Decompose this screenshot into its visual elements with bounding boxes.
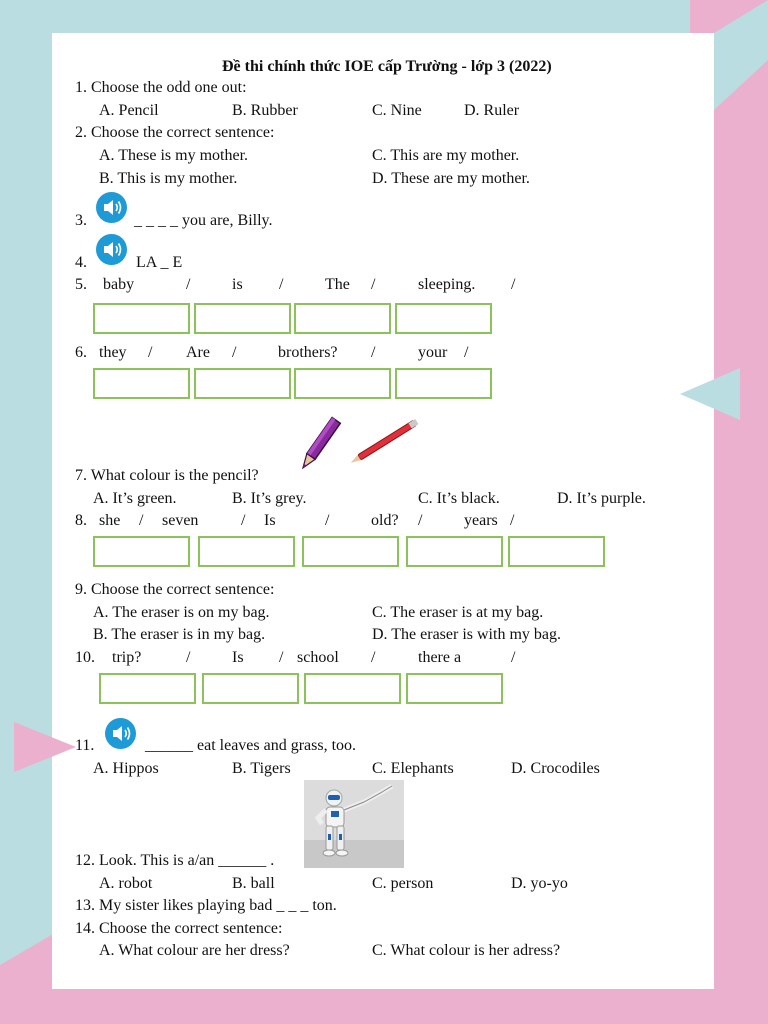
q11-speaker-button[interactable] (105, 718, 136, 749)
q9-stem: 9. Choose the correct sentence: (75, 581, 275, 598)
q6-answer-box-3[interactable] (294, 368, 391, 399)
robot-image (304, 780, 404, 868)
q10-word: school (297, 649, 339, 666)
q5-word: The (325, 276, 350, 293)
q6-word: brothers? (278, 344, 338, 361)
q10-word: trip? (112, 649, 142, 666)
q5-answer-box-1[interactable] (93, 303, 190, 334)
q14-option-a[interactable]: A. What colour are her dress? (99, 942, 290, 959)
speaker-icon (96, 234, 127, 265)
q3-number: 3. (75, 212, 87, 229)
q10-slash: / (186, 649, 191, 666)
q14-option-c[interactable]: C. What colour is her adress? (372, 942, 561, 959)
q8-word: Is (264, 512, 276, 529)
q5-number: 5. (75, 276, 87, 293)
q9-option-b[interactable]: B. The eraser is in my bag. (93, 626, 266, 643)
q5-word: baby (103, 276, 135, 293)
q8-slash: / (241, 512, 246, 529)
q2-option-a[interactable]: A. These is my mother. (99, 147, 249, 164)
q1-option-b[interactable]: B. Rubber (232, 102, 298, 119)
q2-stem: 2. Choose the correct sentence: (75, 124, 275, 141)
q6-slash: / (371, 344, 376, 361)
q7-option-d[interactable]: D. It’s purple. (557, 490, 646, 507)
q11-option-d[interactable]: D. Crocodiles (511, 760, 600, 777)
q7-option-c[interactable]: C. It’s black. (418, 490, 500, 507)
q6-word: your (418, 344, 448, 361)
speaker-icon (105, 718, 136, 749)
q8-word: she (99, 512, 121, 529)
q5-slash: / (511, 276, 516, 293)
q6-answer-box-1[interactable] (93, 368, 190, 399)
q8-number: 8. (75, 512, 87, 529)
q6-slash: / (232, 344, 237, 361)
q8-answer-box-4[interactable] (406, 536, 503, 567)
q13-stem: 13. My sister likes playing bad _ _ _ ton. (75, 897, 337, 914)
q4-number: 4. (75, 254, 87, 271)
page-title: Đề thi chính thức IOE cấp Trường - lớp 3 (2022) (222, 58, 552, 75)
q10-word: Is (232, 649, 244, 666)
q5-word: sleeping. (418, 276, 476, 293)
q8-slash: / (510, 512, 515, 529)
q12-option-c[interactable]: C. person (372, 875, 434, 892)
q7-option-b[interactable]: B. It’s grey. (232, 490, 307, 507)
q10-slash: / (279, 649, 284, 666)
q9-option-d[interactable]: D. The eraser is with my bag. (372, 626, 561, 643)
q6-word: they (99, 344, 127, 361)
q11-number: 11. (75, 737, 95, 754)
q10-number: 10. (75, 649, 95, 666)
q8-word: old? (371, 512, 399, 529)
q5-slash: / (186, 276, 191, 293)
q5-answer-box-3[interactable] (294, 303, 391, 334)
q11-text: ______ eat leaves and grass, too. (145, 737, 357, 754)
q11-option-b[interactable]: B. Tigers (232, 760, 291, 777)
q2-option-c[interactable]: C. This are my mother. (372, 147, 520, 164)
q5-answer-box-2[interactable] (194, 303, 291, 334)
q8-answer-box-3[interactable] (302, 536, 399, 567)
q1-option-c[interactable]: C. Nine (372, 102, 422, 119)
q6-slash: / (148, 344, 153, 361)
pencil-icon (293, 413, 345, 477)
q8-word: years (464, 512, 498, 529)
q2-option-b[interactable]: B. This is my mother. (99, 170, 238, 187)
q8-answer-box-1[interactable] (93, 536, 190, 567)
q1-stem: 1. Choose the odd one out: (75, 79, 247, 96)
speaker-icon (96, 192, 127, 223)
q1-option-d[interactable]: D. Ruler (464, 102, 520, 119)
q4-speaker-button[interactable] (96, 234, 127, 265)
q2-option-d[interactable]: D. These are my mother. (372, 170, 530, 187)
q6-number: 6. (75, 344, 87, 361)
q3-speaker-button[interactable] (96, 192, 127, 223)
q8-answer-box-2[interactable] (198, 536, 295, 567)
q14-stem: 14. Choose the correct sentence: (75, 920, 283, 937)
q12-option-a[interactable]: A. robot (99, 875, 153, 892)
q5-slash: / (279, 276, 284, 293)
q6-slash: / (464, 344, 469, 361)
q6-answer-box-2[interactable] (194, 368, 291, 399)
red-pencil-icon (343, 416, 429, 468)
q10-word: there a (418, 649, 462, 666)
q8-answer-box-5[interactable] (508, 536, 605, 567)
q10-slash: / (511, 649, 516, 666)
right-triangle-decoration (680, 368, 740, 420)
q10-answer-box-2[interactable] (202, 673, 299, 704)
q6-answer-box-4[interactable] (395, 368, 492, 399)
q10-slash: / (371, 649, 376, 666)
q9-option-c[interactable]: C. The eraser is at my bag. (372, 604, 544, 621)
q12-option-d[interactable]: D. yo-yo (511, 875, 568, 892)
q8-slash: / (325, 512, 330, 529)
q10-answer-box-1[interactable] (99, 673, 196, 704)
q5-word: is (232, 276, 243, 293)
q8-slash: / (139, 512, 144, 529)
q11-option-c[interactable]: C. Elephants (372, 760, 454, 777)
q12-stem: 12. Look. This is a/an ______ . (75, 852, 275, 869)
q3-text: _ _ _ _ you are, Billy. (134, 212, 273, 229)
q12-option-b[interactable]: B. ball (232, 875, 275, 892)
q5-answer-box-4[interactable] (395, 303, 492, 334)
q10-answer-box-3[interactable] (304, 673, 401, 704)
left-triangle-decoration (14, 722, 76, 772)
q7-stem: 7. What colour is the pencil? (75, 467, 259, 484)
q5-slash: / (371, 276, 376, 293)
q10-answer-box-4[interactable] (406, 673, 503, 704)
q7-option-a[interactable]: A. It’s green. (93, 490, 177, 507)
q11-option-a[interactable]: A. Hippos (93, 760, 159, 777)
q1-option-a[interactable]: A. Pencil (99, 102, 159, 119)
q8-word: seven (162, 512, 199, 529)
q4-text: LA _ E (136, 254, 183, 271)
q9-option-a[interactable]: A. The eraser is on my bag. (93, 604, 270, 621)
q6-word: Are (186, 344, 210, 361)
q8-slash: / (418, 512, 423, 529)
